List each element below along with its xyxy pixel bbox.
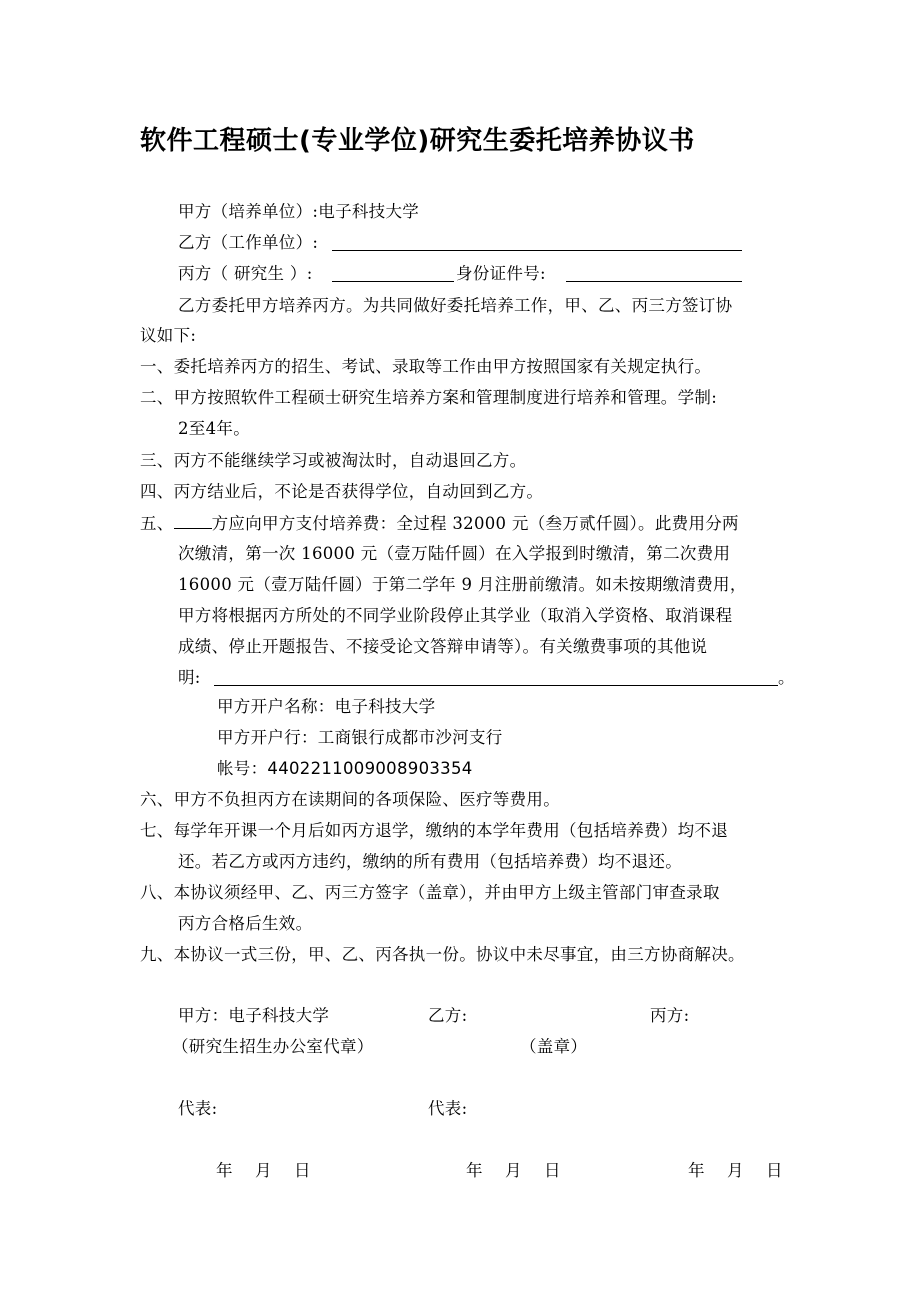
document-title: 软件工程硕士(专业学位)研究生委托培养协议书 — [140, 126, 695, 156]
clause-8-line-2: 丙方合格后生效。 — [178, 914, 313, 933]
clause-2-line-1: 二、甲方按照软件工程硕士研究生培养方案和管理制度进行培养和管理。学制: — [140, 388, 718, 407]
clause-5-party-blank — [174, 512, 212, 529]
bank-account-number: 帐号：4402211009008903354 — [217, 759, 473, 778]
clause-5-line-6-end: 。 — [778, 668, 795, 687]
signature-party-b: 乙方: — [428, 1006, 468, 1025]
clause-7-line-2: 还。若乙方或丙方违约，缴纳的所有费用（包括培养费）均不退还。 — [178, 852, 682, 871]
party-c-id-label: 身份证件号: — [456, 264, 546, 283]
clause-5-line-4: 甲方将根据丙方所处的不同学业阶段停止其学业（取消入学资格、取消课程 — [178, 606, 733, 625]
clause-5-prefix: 五、 — [140, 514, 174, 533]
party-b-line — [178, 232, 318, 254]
party-c-date: 年 月 日 — [688, 1161, 783, 1180]
party-a-value: 电子科技大学 — [318, 202, 420, 221]
party-a-seal-note: （研究生招生办公室代章） — [172, 1037, 374, 1056]
clause-5-line-6: 明: — [178, 668, 201, 687]
clause-8-line-1: 八、本协议须经甲、乙、丙三方签字（盖章），并由甲方上级主管部门审查录取 — [140, 883, 720, 902]
clause-5-line-2: 次缴清，第一次 16000 元（壹万陆仟圆）在入学报到时缴清，第二次费用 — [178, 544, 731, 563]
clause-6: 六、甲方不负担丙方在读期间的各项保险、医疗等费用。 — [140, 790, 560, 809]
party-b-seal-note: （盖章） — [520, 1037, 588, 1056]
bank-branch: 甲方开户行：工商银行成都市沙河支行 — [217, 728, 503, 747]
clause-5-line-3: 16000 元（壹万陆仟圆）于第二学年 9 月注册前缴清。如未按期缴清费用， — [178, 575, 747, 594]
party-a-line — [178, 201, 419, 223]
party-b-representative: 代表: — [428, 1099, 468, 1118]
other-notes-blank — [214, 667, 778, 686]
party-a-label: 甲方（培养单位）: — [178, 202, 319, 221]
clause-3: 三、丙方不能继续学习或被淘汰时，自动退回乙方。 — [140, 451, 527, 470]
clause-5-line-5: 成绩、停止开题报告、不接受论文答辩申请等）。有关缴费事项的其他说 — [178, 637, 708, 656]
party-b-label: 乙方（工作单位）: — [178, 233, 319, 252]
intro-line-1: 乙方委托甲方培养丙方。为共同做好委托培养工作，甲、乙、丙三方签订协 — [178, 296, 733, 315]
clause-7-line-1: 七、每学年开课一个月后如丙方退学，缴纳的本学年费用（包括培养费）均不退 — [140, 821, 728, 840]
party-c-id-blank — [566, 263, 742, 282]
party-a-representative: 代表: — [178, 1099, 218, 1118]
clause-5-line-1-text: 方应向甲方支付培养费：全过程 32000 元（叁万贰仟圆）。此费用分两 — [211, 514, 739, 533]
party-c-label: 丙方（ 研究生 ）: — [178, 264, 313, 283]
party-c-line — [178, 263, 313, 285]
signature-party-c: 丙方: — [650, 1006, 690, 1025]
clause-5-line-1 — [140, 512, 739, 535]
bank-account-name: 甲方开户名称：电子科技大学 — [217, 697, 436, 716]
clause-2-line-2: 2至4年。 — [178, 419, 250, 438]
clause-4: 四、丙方结业后，不论是否获得学位，自动回到乙方。 — [140, 482, 544, 501]
party-b-date: 年 月 日 — [466, 1161, 561, 1180]
signature-party-a: 甲方：电子科技大学 — [178, 1006, 330, 1025]
party-c-name-blank — [332, 263, 454, 282]
clause-9: 九、本协议一式三份，甲、乙、丙各执一份。协议中未尽事宜，由三方协商解决。 — [140, 945, 745, 964]
clause-1: 一、委托培养丙方的招生、考试、录取等工作由甲方按照国家有关规定执行。 — [140, 357, 712, 376]
party-a-date: 年 月 日 — [216, 1161, 311, 1180]
intro-line-2: 议如下: — [140, 326, 197, 345]
party-b-blank — [332, 232, 742, 251]
